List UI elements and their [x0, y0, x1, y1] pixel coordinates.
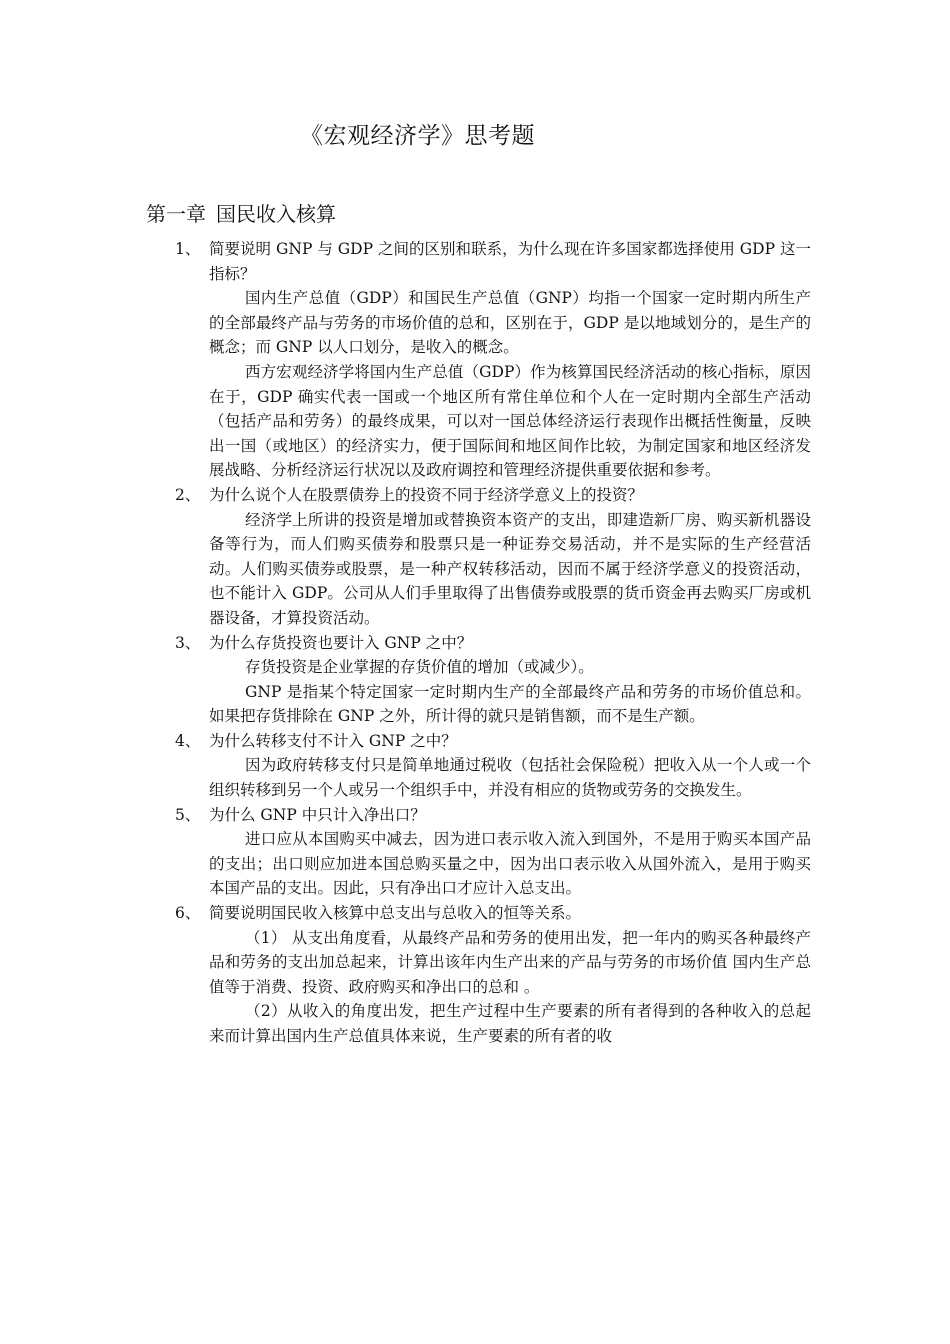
question-text: 为什么 GNP 中只计入净出口？	[209, 805, 426, 824]
question-number: 6、	[175, 904, 201, 923]
answer-paragraph: 因为政府转移支付只是简单地通过税收（包括社会保险税）把收入从一个人或一个组织转移到另一个人或另一个组织手中，并没有相应的货物或劳务的交换发生。	[209, 756, 811, 800]
question-number: 1、	[175, 240, 201, 258]
question-number: 4、	[175, 731, 201, 750]
question-list	[175, 237, 811, 1049]
chapter-number: 第一章	[146, 202, 206, 226]
answer-paragraph: 国内生产总值（GDP）和国民生产总值（GNP）均指一个国家一定时期内所生产的全部最终产品与劳务的市场价值的总和，区别在于，GDP 是以地域划分的，是生产的概念；而 GNP 以人口划分，是收入的概念。	[209, 289, 811, 357]
question-1	[175, 237, 811, 286]
question-number: 3、	[175, 633, 201, 652]
question-5	[175, 803, 811, 828]
question-number: 2、	[175, 485, 201, 504]
question-3	[175, 631, 811, 656]
chapter-heading	[146, 198, 336, 227]
answer-paragraph: 进口应从本国购买中减去，因为进口表示收入流入到国外，不是用于购买本国产品的支出；出口则应加进本国总购买量之中，因为出口表示收入从国外流入，是用于购买本国产品的支出。因此，只有净出口才应计入总支出。	[209, 830, 811, 898]
answer-paragraph: GNP 是指某个特定国家一定时期内生产的全部最终产品和劳务的市场价值总和。 如果把存货排除在 GNP 之外，所计得的就只是销售额，而不是生产额。	[209, 682, 811, 726]
question-4	[175, 729, 811, 754]
answer-paragraph: 存货投资是企业掌握的存货价值的增加（或减少）。	[245, 658, 594, 677]
document-title: 《宏观经济学》思考题	[300, 123, 535, 149]
answer-paragraph: 西方宏观经济学将国内生产总值（GDP）作为核算国民经济活动的核心指标，原因在于，GDP 确实代表一国或一个地区所有常住单位和个人在一定时期内全部生产活动（包括产品和劳务）的最终成果，可以对一国总体经济运行表现作出概括性衡量，反映出一国（或地区）的经济实力，便于国际间和地区间作比较，为制定国家和地区经济发展战略、分析经济运行状况以及政府调控和管理经济提供重要依据和参考。	[209, 362, 811, 480]
answer-paragraph: （2）从收入的角度出发，把生产过程中生产要素的所有者得到的各种收入的总起来而计算出国内生产总值具体来说，生产要素的所有者的收	[209, 1002, 811, 1045]
question-6	[175, 901, 811, 926]
question-text: 简要说明 GNP 与 GDP 之间的区别和联系，为什么现在许多国家都选择使用 GDP 这一指标？	[209, 240, 811, 283]
question-text: 简要说明国民收入核算中总支出与总收入的恒等关系。	[209, 904, 582, 923]
question-2	[175, 483, 811, 508]
answer-paragraph: （1） 从支出角度看，从最终产品和劳务的使用出发，把一年内的购买各种最终产品和劳务的支出加总起来，计算出该年内生产出来的产品与劳务的市场价值 国内生产总值等于消费、投资、政府购买和净出口的总和 。	[209, 928, 811, 996]
question-text: 为什么转移支付不计入 GNP 之中？	[209, 731, 457, 750]
question-number: 5、	[175, 805, 201, 824]
chapter-name: 国民收入核算	[216, 202, 336, 226]
question-text: 为什么存货投资也要计入 GNP 之中？	[209, 633, 473, 652]
question-text: 为什么说个人在股票债券上的投资不同于经济学意义上的投资？	[209, 485, 644, 504]
answer-paragraph: 经济学上所讲的投资是增加或替换资本资产的支出，即建造新厂房、购买新机器设备等行为，而人们购买债券和股票只是一种证券交易活动，并不是实际的生产经营活动。人们购买债券或股票，是一种产权转移活动，因而不属于经济学意义的投资活动，也不能计入 GDP。公司从人们手里取得了出售债券或股票的货币资金再去购买厂房或机器设备，才算投资活动。	[209, 510, 811, 627]
